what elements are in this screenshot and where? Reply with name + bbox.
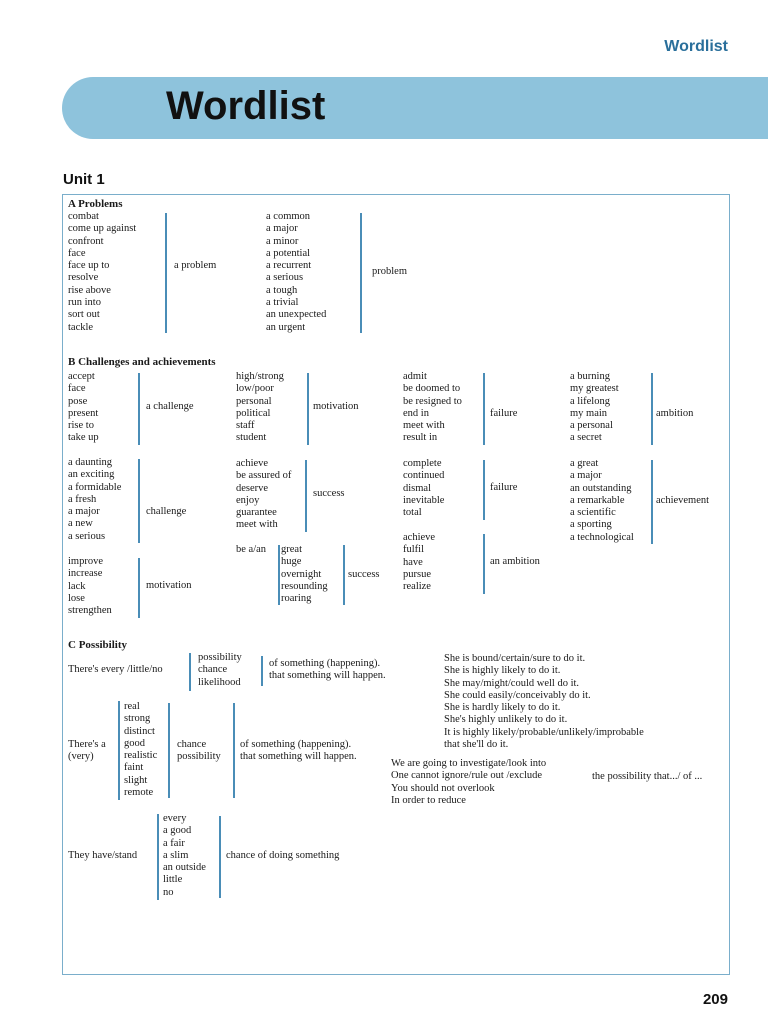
word-item: be resigned to — [403, 395, 462, 407]
word-column — [68, 211, 136, 334]
word-column — [68, 457, 121, 543]
word-item: little — [163, 874, 183, 886]
word-item: a good — [163, 825, 192, 837]
word-item: a fresh — [68, 493, 97, 505]
bracket-line — [360, 213, 362, 333]
word-item: lack — [68, 580, 86, 592]
word-prefix: be a/an — [236, 544, 267, 555]
word-item: possibility — [198, 652, 242, 663]
word-column — [163, 813, 206, 899]
bracket-line — [261, 656, 263, 686]
word-item: complete — [403, 458, 442, 469]
collocation-target: success — [348, 569, 380, 580]
bracket-line — [168, 703, 170, 798]
bracket-line — [219, 816, 221, 898]
word-item: a slim — [163, 849, 189, 861]
word-item: combat — [68, 211, 99, 222]
word-item: improve — [68, 556, 103, 567]
bracket-line — [483, 534, 485, 594]
word-item: meet with — [403, 420, 445, 432]
word-item: a tough — [266, 284, 298, 296]
word-item: a serious — [68, 530, 106, 542]
bracket-line — [483, 373, 485, 445]
word-item: a scientific — [570, 507, 616, 519]
collocation-target: ambition — [656, 408, 694, 419]
page-title: Wordlist — [166, 84, 326, 128]
word-item: strong — [124, 713, 151, 725]
section-heading-problems: A Problems — [68, 198, 123, 210]
word-item: meet with — [236, 519, 278, 531]
bracket-line — [189, 653, 191, 691]
word-item: realize — [403, 581, 431, 593]
word-item: a secret — [570, 432, 602, 444]
word-item: One cannot ignore/rule out /exclude — [391, 770, 543, 782]
bracket-line — [165, 213, 167, 333]
bracket-line — [157, 814, 159, 900]
word-item: accept — [68, 371, 95, 382]
collocation-target: an ambition — [490, 556, 540, 567]
section-heading-possibility: C Possibility — [68, 639, 127, 651]
bracket-line — [138, 459, 140, 543]
word-item: achieve — [403, 532, 436, 543]
word-item: She is bound/certain/sure to do it. — [444, 653, 586, 664]
word-item: have — [403, 556, 423, 568]
word-item: a remarkable — [570, 494, 625, 506]
word-item: staff — [236, 420, 255, 432]
word-item: overnight — [281, 568, 322, 580]
word-item: confront — [68, 235, 104, 247]
word-item: an outside — [163, 862, 206, 874]
word-item: guarantee — [236, 507, 277, 519]
word-item: a technological — [570, 531, 634, 543]
word-item: result in — [403, 432, 438, 444]
word-column — [68, 371, 99, 445]
word-item: my main — [570, 407, 608, 419]
word-item: likelihood — [198, 676, 241, 688]
word-item: a major — [570, 470, 602, 482]
word-item: a great — [570, 458, 599, 469]
collocation-target: failure — [490, 482, 518, 493]
word-item: remote — [124, 787, 154, 799]
word-item: chance — [177, 739, 207, 750]
word-item: rise above — [68, 284, 111, 296]
word-column — [281, 544, 328, 605]
word-item: great — [281, 544, 302, 555]
word-item: deserve — [236, 482, 269, 494]
bracket-line — [278, 545, 280, 605]
word-item: face up to — [68, 260, 110, 272]
word-item: take up — [68, 432, 99, 444]
section-heading-challenges: B Challenges and achievements — [68, 356, 216, 368]
word-item: that something will happen. — [269, 670, 386, 682]
word-item: (very) — [68, 751, 94, 763]
word-column — [124, 701, 157, 799]
word-column — [391, 758, 546, 807]
word-item: an exciting — [68, 469, 115, 481]
word-item: We are going to investigate/look into — [391, 758, 547, 769]
word-item: continued — [403, 470, 445, 482]
word-item: She could easily/conceivably do it. — [444, 689, 591, 701]
word-item: a lifelong — [570, 395, 610, 407]
collocation-target: success — [313, 488, 345, 499]
word-item: rise to — [68, 420, 94, 432]
word-item: of something (happening). — [240, 739, 352, 750]
bracket-line — [233, 703, 235, 798]
word-item: a personal — [570, 420, 613, 432]
word-item: achieve — [236, 458, 269, 469]
word-column — [236, 371, 284, 445]
word-column — [570, 458, 634, 544]
word-item: a burning — [570, 371, 610, 382]
word-item: a minor — [266, 235, 299, 247]
word-item: pose — [68, 395, 88, 407]
collocation-target: failure — [490, 408, 518, 419]
word-item: a sporting — [570, 519, 612, 531]
phrase-lead: They have/stand — [68, 850, 138, 861]
word-column — [269, 658, 386, 683]
word-item: present — [68, 407, 99, 419]
word-item: be assured of — [236, 470, 292, 482]
word-item: There's a — [68, 739, 106, 750]
word-item: be doomed to — [403, 383, 461, 395]
word-item: personal — [236, 395, 272, 407]
word-item: that something will happen. — [240, 751, 357, 763]
collocation-target: achievement — [656, 495, 710, 506]
word-item: total — [403, 507, 422, 519]
word-column — [403, 532, 435, 593]
bracket-line — [343, 545, 345, 605]
word-item: a major — [266, 223, 298, 235]
word-item: my greatest — [570, 383, 619, 395]
word-item: that she'll do it. — [444, 739, 509, 751]
sentence-list — [444, 653, 644, 751]
word-item: lose — [68, 592, 85, 604]
word-item: resolve — [68, 272, 99, 284]
word-column — [236, 458, 291, 532]
word-item: student — [236, 432, 267, 444]
word-column — [403, 458, 444, 519]
word-item: realistic — [124, 750, 158, 762]
word-column — [266, 211, 326, 334]
word-item: a serious — [266, 272, 304, 284]
word-column — [403, 371, 462, 445]
word-item: slight — [124, 774, 148, 786]
word-item: roaring — [281, 593, 312, 605]
word-item: good — [124, 737, 145, 749]
collocation-target: motivation — [146, 580, 192, 591]
bracket-line — [305, 460, 307, 532]
word-item: You should not overlook — [391, 782, 495, 794]
unit-title: Unit 1 — [63, 171, 105, 188]
word-item: enjoy — [236, 494, 260, 506]
word-item: tackle — [68, 321, 94, 333]
word-item: In order to reduce — [391, 794, 466, 806]
page-number: 209 — [702, 991, 728, 1008]
word-item: It is highly likely/probable/unlikely/improbable — [444, 726, 644, 738]
word-item: resounding — [281, 580, 328, 592]
word-item: huge — [281, 556, 302, 568]
collocation-target: a challenge — [146, 401, 194, 412]
bracket-line — [307, 373, 309, 445]
word-item: strengthen — [68, 605, 112, 617]
word-item: face — [68, 247, 86, 259]
word-item: a recurrent — [266, 260, 312, 272]
word-item: faint — [124, 762, 144, 774]
word-item: a new — [68, 518, 93, 530]
bracket-line — [138, 558, 140, 618]
word-item: a major — [68, 506, 100, 518]
word-item: low/poor — [236, 383, 274, 395]
word-item: run into — [68, 297, 101, 309]
word-item: political — [236, 407, 271, 419]
collocation-target: challenge — [146, 506, 187, 517]
phrase-lead — [68, 739, 106, 764]
word-item: real — [124, 701, 140, 712]
word-item: every — [163, 813, 187, 824]
word-item: a daunting — [68, 457, 113, 468]
word-item: a formidable — [68, 481, 122, 493]
word-item: She is hardly likely to do it. — [444, 702, 561, 714]
word-item: admit — [403, 371, 427, 382]
bracket-line — [118, 701, 120, 800]
word-item: dismal — [403, 482, 431, 494]
word-item: pursue — [403, 568, 431, 580]
word-item: an outstanding — [570, 482, 632, 494]
word-item: a potential — [266, 247, 311, 259]
word-item: an urgent — [266, 321, 306, 333]
bracket-line — [651, 460, 653, 544]
word-item: a common — [266, 211, 311, 222]
bracket-line — [651, 373, 653, 445]
word-item: fulfil — [403, 544, 424, 556]
word-column — [570, 371, 619, 445]
running-head: Wordlist — [664, 38, 728, 55]
collocation-target: motivation — [313, 401, 359, 412]
word-item: sort out — [68, 309, 100, 321]
word-item: face — [68, 383, 86, 395]
phrase-lead: There's every /little/no — [68, 664, 163, 675]
collocation-target: the possibility that.../ of ... — [592, 771, 703, 782]
word-column — [240, 739, 357, 764]
word-column — [177, 739, 221, 764]
word-item: increase — [68, 568, 103, 580]
collocation-target: chance of doing something — [226, 850, 340, 861]
word-item: high/strong — [236, 371, 284, 382]
word-item: end in — [403, 407, 429, 419]
word-column — [68, 556, 112, 617]
word-column — [198, 652, 242, 689]
word-item: inevitable — [403, 494, 445, 506]
word-item: come up against — [68, 223, 137, 235]
word-item: She is highly likely to do it. — [444, 665, 561, 677]
word-item: possibility — [177, 751, 221, 763]
word-item: of something (happening). — [269, 658, 381, 669]
collocation-target: problem — [372, 266, 407, 277]
word-item: distinct — [124, 725, 155, 737]
word-item: a fair — [163, 837, 185, 849]
word-item: an unexpected — [266, 309, 327, 321]
collocation-target: a problem — [174, 260, 217, 271]
word-item: She may/might/could well do it. — [444, 677, 580, 689]
word-item: no — [163, 886, 174, 898]
word-item: chance — [198, 664, 228, 676]
word-item: a trivial — [266, 297, 299, 309]
bracket-line — [138, 373, 140, 445]
bracket-line — [483, 460, 485, 520]
word-item: She's highly unlikely to do it. — [444, 714, 568, 726]
